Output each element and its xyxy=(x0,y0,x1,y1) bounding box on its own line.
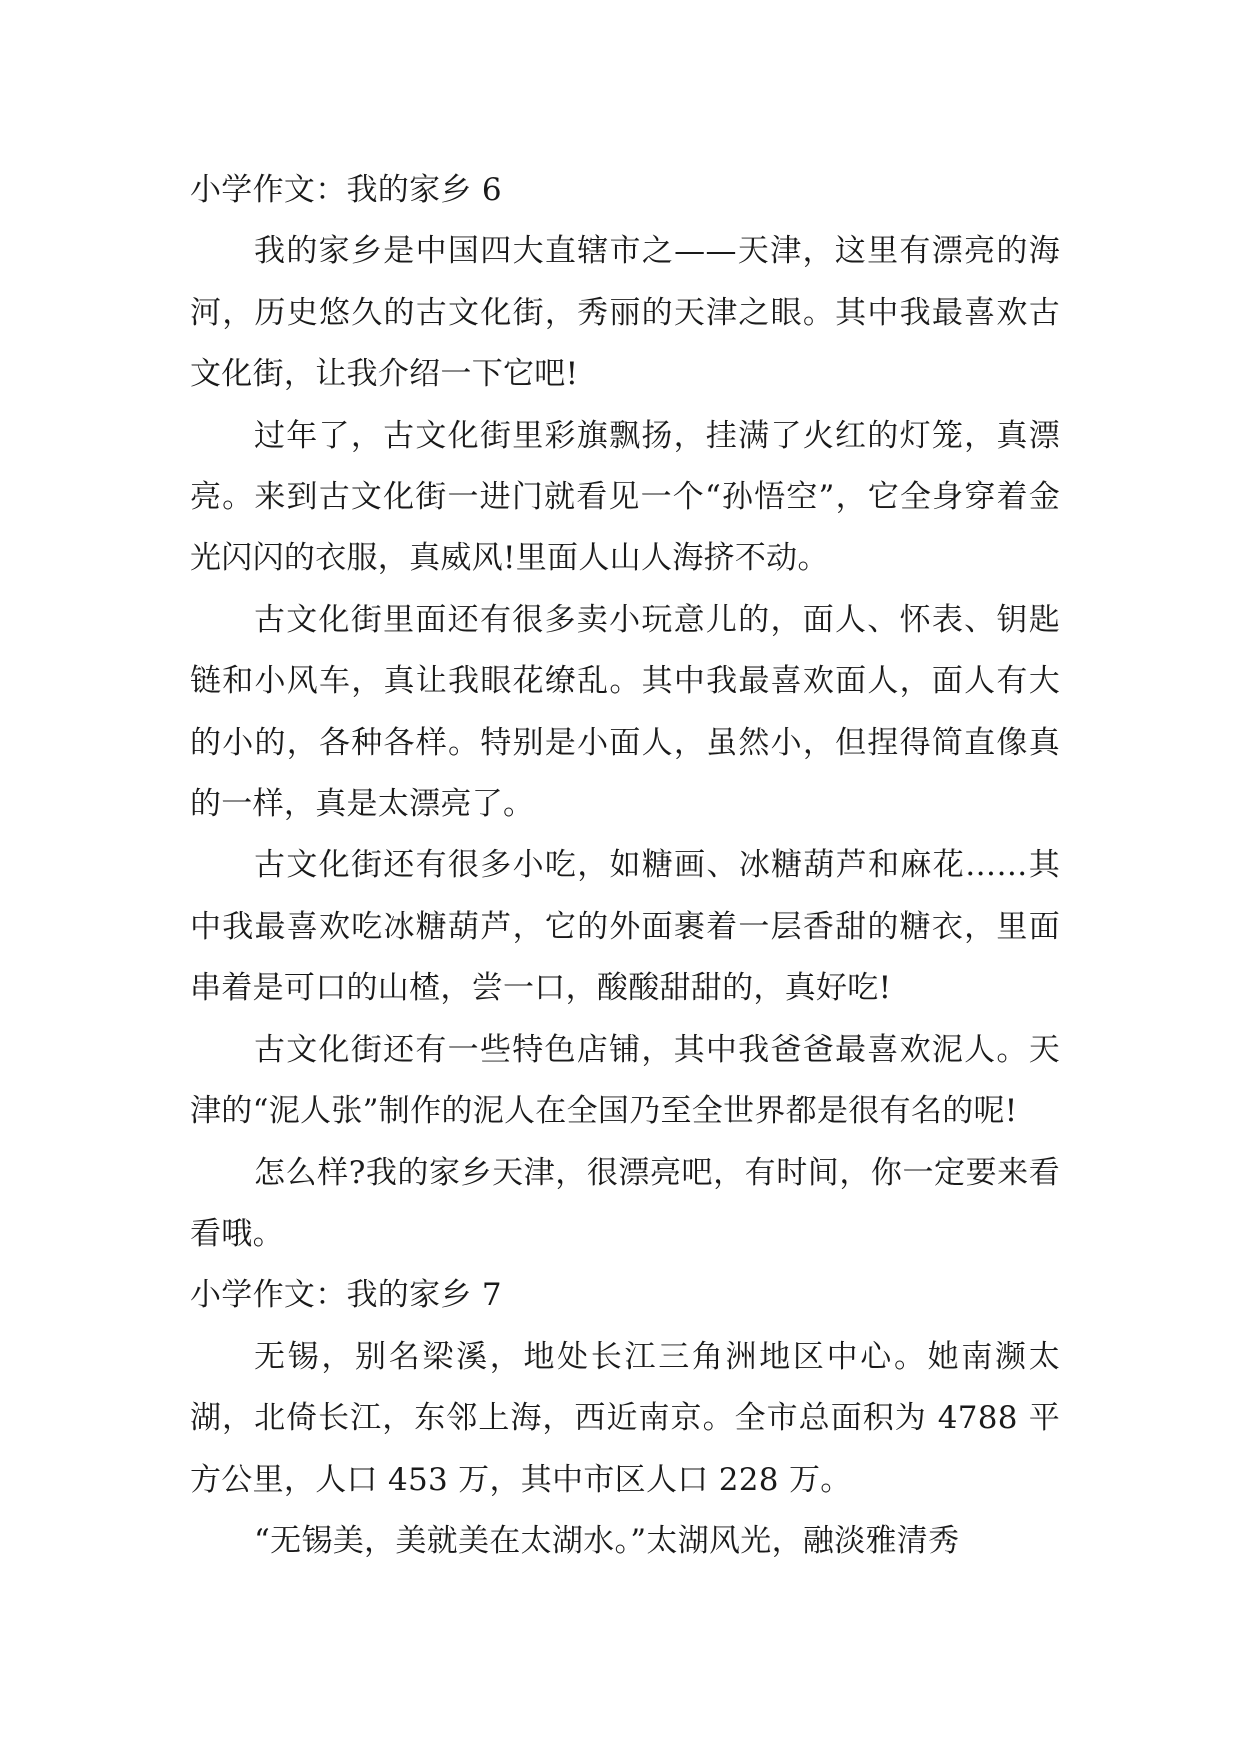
paragraph: 古文化街还有很多小吃，如糖画、冰糖葫芦和麻花……其中我最喜欢吃冰糖葫芦，它的外面裹着一层香甜的糖衣，里面串着是可口的山楂，尝一口，酸酸甜甜的，真好吃! xyxy=(190,847,1060,1007)
paragraph: 古文化街里面还有很多卖小玩意儿的，面人、怀表、钥匙链和小风车，真让我眼花缭乱。其中我最喜欢面人，面人有大的小的，各种各样。特别是小面人，虽然小，但捏得简直像真的一样，真是太漂亮了。 xyxy=(190,601,1060,823)
paragraph: 古文化街还有一些特色店铺，其中我爸爸最喜欢泥人。天津的“泥人张”制作的泥人在全国乃至全世界都是很有名的呢! xyxy=(190,1031,1060,1130)
paragraph: “无锡美，美就美在太湖水。”太湖风光，融淡雅清秀 xyxy=(254,1522,960,1559)
paragraph: 过年了，古文化街里彩旗飘扬，挂满了火红的灯笼，真漂亮。来到古文化街一进门就看见一个“孙悟空”，它全身穿着金光闪闪的衣服，真威风!里面人山人海挤不动。 xyxy=(190,417,1060,577)
paragraph: 无锡，别名梁溪，地处长江三角洲地区中心。她南濒太湖，北倚长江，东邻上海，西近南京。全市总面积为 4788 平方公里，人口 453 万，其中市区人口 228 万。 xyxy=(190,1338,1060,1498)
section-heading: 小学作文：我的家乡 7 xyxy=(190,1277,502,1314)
paragraph: 我的家乡是中国四大直辖市之——天津，这里有漂亮的海河，历史悠久的古文化街，秀丽的天津之眼。其中我最喜欢古文化街，让我介绍一下它吧! xyxy=(190,233,1060,393)
paragraph: 怎么样?我的家乡天津，很漂亮吧，有时间，你一定要来看看哦。 xyxy=(190,1154,1060,1252)
document-body xyxy=(190,160,1060,1572)
section-heading: 小学作文：我的家乡 6 xyxy=(190,172,502,208)
